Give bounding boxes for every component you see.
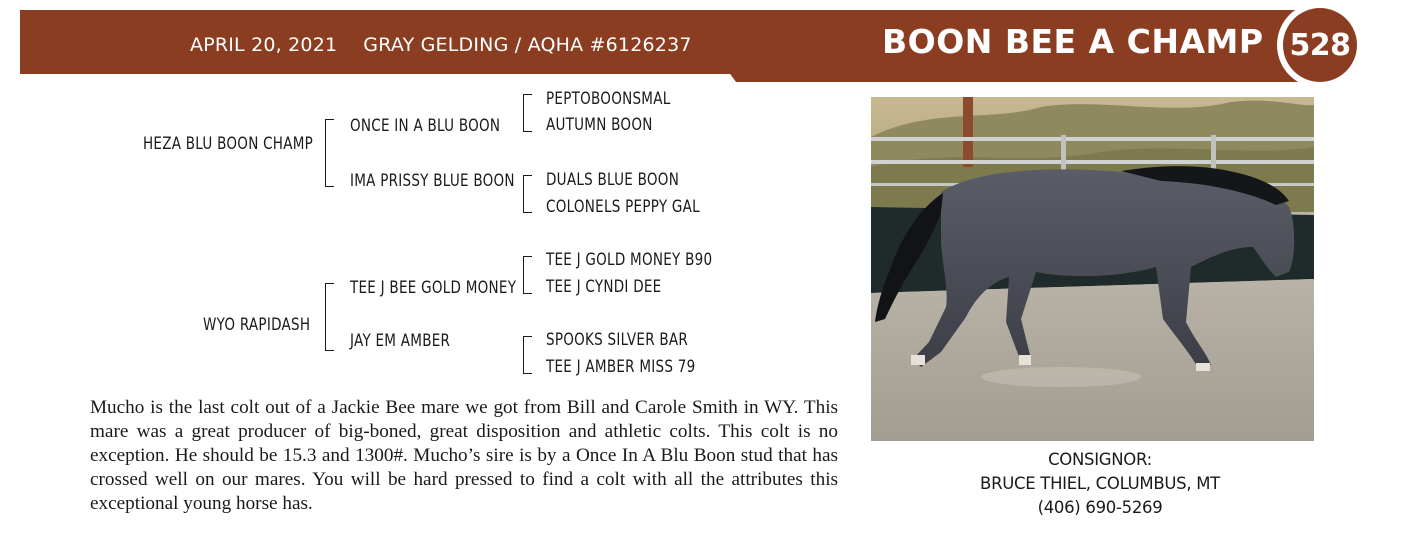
pedigree-sire-dam-sire: DUALS BLUE BOON [546, 170, 680, 189]
horse-photo-illustration [871, 97, 1314, 441]
pedigree-dam-sire: TEE J BEE GOLD MONEY [350, 278, 517, 297]
pedigree-dam-dam-sire: SPOOKS SILVER BAR [546, 330, 689, 349]
pedigree-sire-sire: ONCE IN A BLU BOON [350, 116, 501, 135]
lot-badge-inner [1283, 8, 1357, 82]
pedigree-dam-dam: JAY EM AMBER [350, 331, 451, 350]
pedigree-bracket [523, 175, 532, 213]
pedigree-bracket [523, 336, 532, 374]
lot-badge [1277, 2, 1363, 88]
sale-date: APRIL 20, 2021 [190, 34, 338, 56]
horse-name: BOON BEE A CHAMP [882, 22, 1264, 61]
consignor-name: BRUCE THIEL, COLUMBUS, MT [980, 474, 1220, 493]
pedigree-dam-sire-dam: TEE J CYNDI DEE [546, 277, 662, 296]
header-tab [720, 60, 1320, 82]
pedigree-dam: WYO RAPIDASH [203, 315, 311, 334]
horse-story: Mucho is the last colt out of a Jackie Bee mare we got from Bill and Carole Smith in WY. This mare was a great producer of big-boned, great disposition and athletic colts. This colt is no exception. He should be 15.3 and 1300#. Mucho’s sire is by a Once In A Blu Boon stud that has crossed well on our mares. You will be hard pressed to find a colt with all the attributes this exceptional young horse has. [90, 397, 838, 514]
header-meta [190, 34, 692, 56]
consignor-phone: (406) 690-5269 [1037, 498, 1163, 517]
pedigree-bracket [523, 94, 532, 132]
pedigree-sire-dam: IMA PRISSY BLUE BOON [350, 171, 515, 190]
pedigree-dam-dam-dam: TEE J AMBER MISS 79 [546, 357, 696, 376]
pedigree-dam-sire-sire: TEE J GOLD MONEY B90 [546, 250, 713, 269]
pedigree-sire-dam-dam: COLONELS PEPPY GAL [546, 197, 700, 216]
pedigree-sire-sire-dam: AUTUMN BOON [546, 115, 653, 134]
consignor-label: CONSIGNOR: [1048, 450, 1152, 469]
pedigree-bracket [523, 256, 532, 294]
pedigree-sire-sire-sire: PEPTOBOONSMAL [546, 89, 671, 108]
pedigree-bracket [325, 283, 334, 351]
lot-number: 528 [1289, 27, 1351, 63]
pedigree-bracket [325, 119, 334, 187]
horse-description: GRAY GELDING / AQHA #6126237 [363, 34, 692, 56]
pedigree-sire: HEZA BLU BOON CHAMP [143, 134, 314, 153]
horse-photo [871, 97, 1314, 441]
